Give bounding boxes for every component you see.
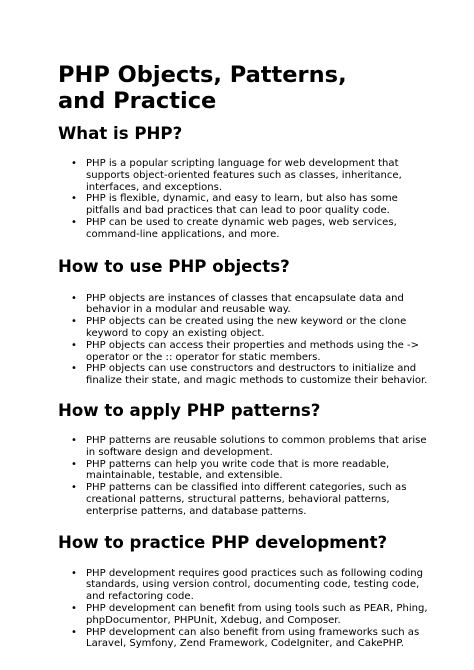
bullet-list <box>58 568 434 651</box>
list-item-text: PHP objects can use constructors and destructors to initialize and finalize their state, and magic methods to customize their behavior. <box>86 363 428 387</box>
list-item-text: PHP is a popular scripting language for web development that supports object-oriented features such as classes, inheritance, interfaces, and exceptions. <box>86 158 402 193</box>
bullet-list <box>58 435 434 518</box>
list-item-text: PHP can be used to create dynamic web pages, web services, command-line applications, and more. <box>86 216 397 240</box>
bullet-icon: • <box>71 434 77 446</box>
list-item <box>58 603 434 627</box>
list-item-text: PHP objects can access their properties and methods using the -> operator or the :: operator for static members. <box>86 339 419 363</box>
section-what-is-php <box>58 124 434 241</box>
section-heading: How to practice PHP development? <box>58 532 388 552</box>
section-apply-php-patterns <box>58 401 434 518</box>
list-item <box>58 158 434 193</box>
document-title: PHP Objects, Patterns, and Practice <box>58 62 347 114</box>
list-item-text: PHP patterns can help you write code that is more readable, maintainable, testable, and extensible. <box>86 458 390 482</box>
list-item <box>58 193 434 217</box>
list-item-text: PHP patterns are reusable solutions to common problems that arise in software design and development. <box>86 434 427 458</box>
bullet-icon: • <box>71 482 77 494</box>
bullet-icon: • <box>71 626 77 638</box>
bullet-icon: • <box>71 316 77 328</box>
list-item <box>58 568 434 603</box>
list-item <box>58 293 434 317</box>
list-item-text: PHP is flexible, dynamic, and easy to learn, but also has some pitfalls and bad practices that can lead to poor quality code. <box>86 193 398 217</box>
section-heading: How to use PHP objects? <box>58 256 290 276</box>
list-item <box>58 482 434 517</box>
section-use-php-objects <box>58 257 434 387</box>
bullet-icon: • <box>71 292 77 304</box>
list-item <box>58 316 434 340</box>
bullet-icon: • <box>71 339 77 351</box>
list-item-text: PHP development can benefit from using tools such as PEAR, Phing, phpDocumentor, PHPUnit, Xdebug, and Composer. <box>86 602 428 626</box>
list-item <box>58 435 434 459</box>
list-item <box>58 627 434 651</box>
list-item-text: PHP objects can be created using the new keyword or the clone keyword to copy an existing object. <box>86 316 407 339</box>
list-item <box>58 217 434 241</box>
bullet-icon: • <box>71 193 77 205</box>
bullet-list <box>58 293 434 387</box>
list-item-text: PHP patterns can be classified into different categories, such as creational patterns, structural patterns, behavioral patterns, enterprise patterns, and database patterns. <box>86 482 407 517</box>
bullet-list <box>58 158 434 241</box>
list-item-text: PHP development requires good practices such as following coding standards, using version control, documenting code, testing code, and refactoring code. <box>86 567 423 603</box>
list-item <box>58 363 434 387</box>
bullet-icon: • <box>71 158 77 169</box>
list-item-text: PHP objects are instances of classes that encapsulate data and behavior in a modular and reusable way. <box>86 292 404 316</box>
bullet-icon: • <box>71 458 77 470</box>
bullet-icon: • <box>71 363 77 375</box>
list-item <box>58 340 434 364</box>
list-item <box>58 459 434 483</box>
bullet-icon: • <box>71 602 77 614</box>
bullet-icon: • <box>71 216 77 228</box>
section-heading: How to apply PHP patterns? <box>58 400 321 420</box>
list-item-text: PHP development can also benefit from using frameworks such as Laravel, Symfony, Zend Framework, CodeIgniter, and CakePHP. <box>86 626 420 650</box>
bullet-icon: • <box>71 567 77 579</box>
section-heading: What is PHP? <box>58 124 183 143</box>
section-practice-php-development <box>58 533 434 651</box>
